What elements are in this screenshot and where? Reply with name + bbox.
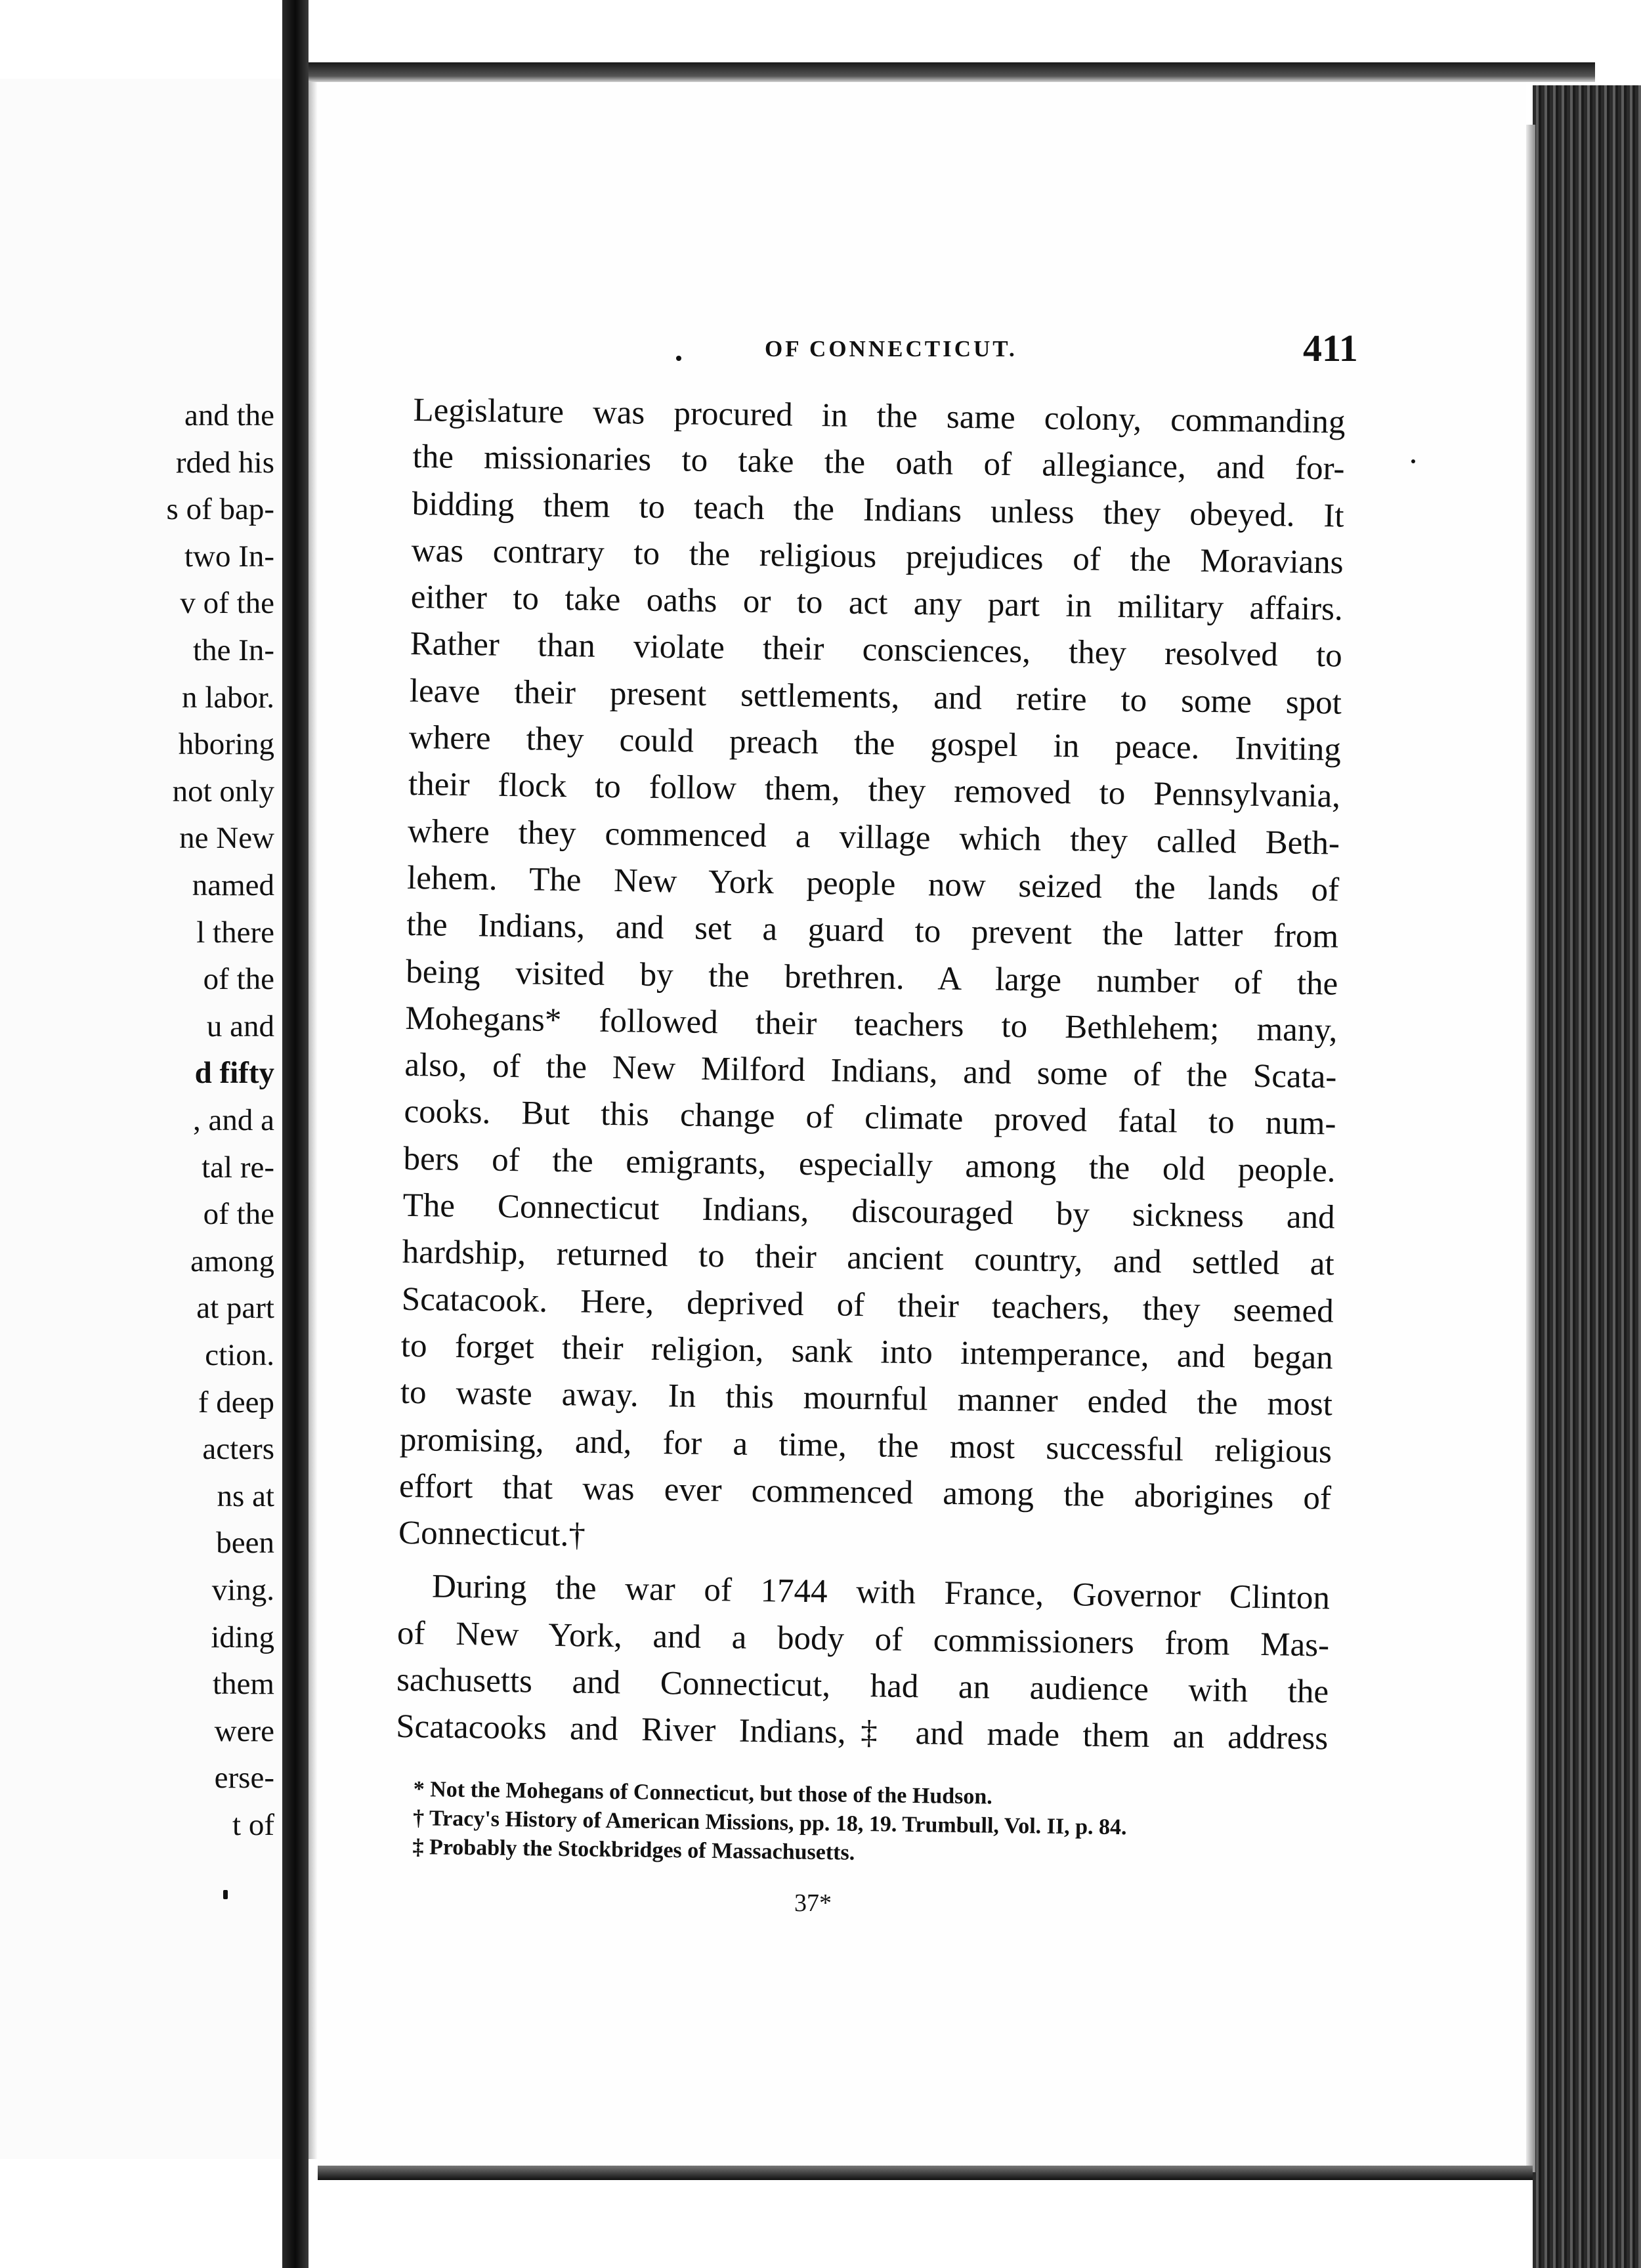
text-line: Scatacooks and River Indians,‡ and made them an address [395,1708,1329,1757]
left-page-line-fragment: were [214,1713,274,1748]
footnote: ‡ Probably the Stockbridges of Massachusetts. [412,1834,855,1865]
running-head: OF CONNECTICUT. [765,336,1017,362]
left-page-line-fragment: them [213,1667,274,1702]
left-page-line-fragment: at part [196,1291,274,1326]
text-line: being visited by the brethren. A large number of the [405,953,1338,1003]
book-gutter [282,0,309,2268]
left-page-line-fragment: not only [172,774,274,808]
text-line: bers of the emigrants, especially among the old people. [403,1140,1336,1190]
text-line: Legislature was procured in the same colony, commanding [413,391,1346,441]
text-line: the Indians, and set a guard to prevent the latter from [406,906,1339,956]
left-page-line-fragment: ction. [205,1338,274,1372]
page-number: 411 [1303,327,1358,369]
left-page-line-fragment: rded his [175,445,274,480]
ink-speck [1411,459,1415,463]
left-page-line-fragment: tal re- [202,1150,274,1185]
text-line: where they commenced a village which they called Beth- [407,812,1340,862]
book-bottom-edge [318,2166,1533,2180]
text-line: Scatacook. Here, deprived of their teachers, they seemed [401,1280,1334,1330]
facing-page-left [0,79,282,2159]
text-line: Mohegans* followed their teachers to Bethlehem; many, [405,999,1338,1049]
left-page-line-fragment: acters [202,1432,274,1467]
footnote: * Not the Mohegans of Connecticut, but those of the Hudson. [413,1776,993,1809]
text-line: of New York, and a body of commissioners from Mas- [396,1614,1330,1664]
book-top-edge [309,62,1595,82]
text-line: either to take oaths or to act any part in military affairs. [410,579,1344,628]
text-line: effort that was ever commenced among the aborigines of [398,1467,1332,1517]
footnotes [412,1775,1346,1874]
body-text [396,387,1346,1763]
left-page-line-fragment: ne New [179,821,274,856]
text-line: where they could preach the gospel in peace. Inviting [408,719,1342,768]
left-page-line-fragment: s of bap- [166,492,274,527]
text-line: to forget their religion, sank into intemperance, and began [400,1327,1334,1377]
text-line: leave their present settlements, and retire to some spot [409,672,1342,722]
text-line: sachusetts and Connecticut, had an audience with the [396,1661,1329,1711]
left-page-line-fragment: l there [196,915,274,950]
text-line: bidding them to teach the Indians unless they obeyed. It [412,485,1344,535]
page-edge [1526,125,1535,2172]
left-page-line-fragment: v of the [180,586,274,621]
left-page-line-fragment: of the [203,1197,274,1232]
left-page-line-fragment: hboring [178,727,274,762]
left-page-line-fragment: among [190,1244,274,1278]
left-page-line-fragment: n labor. [182,680,274,715]
text-line: lehem. The New York people now seized the lands of [406,859,1340,909]
footnote: † Tracy's History of American Missions, pp. 18, 19. Trumbull, Vol. II, p. 84. [412,1805,1127,1840]
text-line: During the war of 1744 with France, Governor Clinton [431,1568,1331,1617]
gutter-shadow [309,66,318,2159]
text-line: the missionaries to take the oath of allegiance, and for- [412,438,1345,488]
text-line: Connecticut.† [398,1514,586,1554]
left-page-line-fragment: u and [206,1009,274,1043]
left-page-line-fragment: t of [232,1808,274,1842]
left-page-line-fragment: named [192,868,274,902]
text-line: promising, and, for a time, the most successful religious [399,1421,1332,1470]
book-fore-edge [1533,85,1641,2268]
text-line: to waste away. In this mournful manner ended the most [400,1374,1333,1423]
text-line: cooks. But this change of climate proved fatal to num- [404,1093,1336,1143]
left-page-line-fragment: f deep [198,1385,274,1419]
left-page-line-fragment: of the [203,962,274,997]
left-page-line-fragment: iding [211,1620,274,1654]
text-line: hardship, returned to their ancient country, and settled at [402,1234,1334,1283]
ink-speck [676,356,681,361]
left-page-line-fragment: erse- [214,1761,274,1796]
left-page-line-fragment: , and a [193,1103,274,1137]
left-page-line-fragment: been [216,1526,274,1561]
left-page-line-fragment: the In- [193,633,274,667]
left-page-line-fragment: and the [184,398,274,432]
left-page-line-fragment: ns at [217,1479,274,1513]
ink-speck [223,1890,228,1899]
text-line: The Connecticut Indians, discouraged by sickness and [402,1186,1335,1236]
text-line: was contrary to the religious prejudices of the Moravians [411,532,1344,581]
signature-mark: 37* [794,1889,832,1917]
left-page-line-fragment: d fifty [194,1056,274,1091]
text-line: their flock to follow them, they removed to Pennsylvania, [408,766,1341,815]
text-line: Rather than violate their consciences, they resolved to [410,625,1343,675]
left-page-line-fragment: ving. [211,1573,274,1607]
left-page-line-fragment: two In- [184,539,274,574]
text-line: also, of the New Milford Indians, and some of the Scata- [404,1047,1337,1096]
